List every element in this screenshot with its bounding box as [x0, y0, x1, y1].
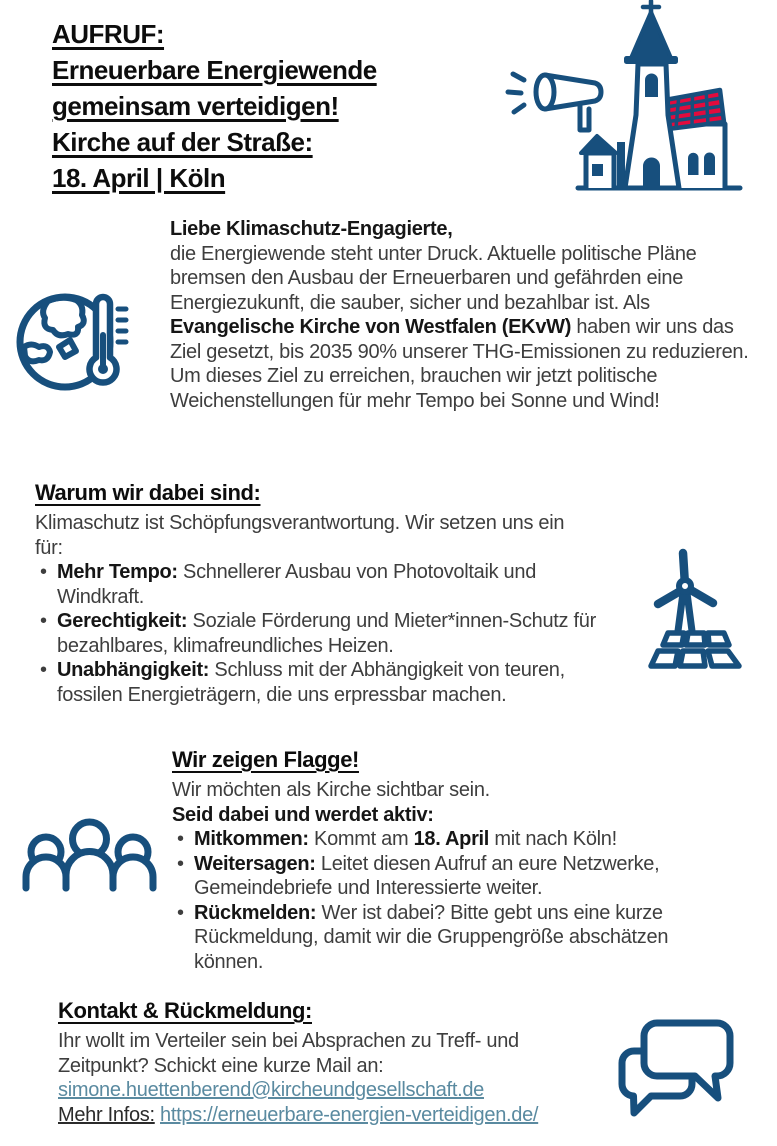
email-link[interactable]: simone.huettenberend@kircheundgesellschaft.de: [58, 1079, 484, 1101]
flag-line-1: Wir möchten als Kirche sichtbar sein.: [172, 779, 490, 801]
list-item: [35, 560, 597, 609]
contact-body: Ihr wollt im Verteiler sein bei Absprachen zu Treff- und Zeitpunkt? Schickt eine kurze Mail an:: [58, 1030, 519, 1077]
why-bullet-list: [35, 560, 597, 707]
list-item: [172, 827, 720, 852]
bullet-text: Schnellerer Ausbau von Photovoltaik und Windkraft.: [57, 561, 537, 608]
bullet-text: mit nach Köln!: [489, 828, 617, 850]
flag-section: [172, 745, 720, 974]
megaphone-and-church-with-solar-roof-icon: [488, 0, 777, 196]
bullet-text: Schluss mit der Abhängigkeit von teuren, fossilen Energieträgern, die uns erpressbar machen.: [57, 659, 565, 706]
contact-links: [58, 1078, 570, 1127]
megaphone-icon: [508, 74, 601, 130]
list-item: [35, 658, 597, 707]
why-heading: Warum wir dabei sind:: [35, 480, 261, 505]
bullet-lead: Gerechtigkeit:: [57, 610, 188, 632]
bullet-text: Soziale Förderung und Mieter*innen-Schutz für bezahlbares, klimafreundliches Heizen.: [57, 610, 596, 657]
bullet-text: Leitet diesen Aufruf an eure Netzwerke, Gemeindebriefe und Interessierte weiter.: [194, 852, 660, 899]
bullet-text: Wer ist dabei? Bitte gebt uns eine kurze Rückmeldung, damit wir die Gruppengröße abschätzen können.: [194, 901, 669, 973]
intro-section: [170, 217, 758, 413]
bullet-bold-date: 18. April: [413, 828, 490, 850]
why-intro: Klimaschutz ist Schöpfungsverantwortung. Wir setzen uns ein für:: [35, 512, 565, 559]
intro-bold-ekvw: Evangelische Kirche von Westfalen (EKvW): [170, 316, 572, 338]
more-info-label: Mehr Infos:: [58, 1103, 155, 1126]
bullet-text: Kommt am: [308, 828, 414, 850]
bullet-lead: Unabhängigkeit:: [57, 659, 210, 681]
intro-text: haben wir uns das Ziel gesetzt, bis 2035 90% unserer THG-Emissionen zu reduzieren. Um dieses Ziel zu erreichen, brauchen wir jetzt politische Weichenstellungen für mehr Tempo bei Sonne und Wind!: [170, 316, 749, 412]
intro-paragraph: [170, 242, 758, 414]
bullet-lead: Weitersagen:: [194, 852, 316, 875]
list-item: [172, 852, 720, 901]
bullet-lead: Rückmelden:: [194, 901, 317, 924]
flag-heading: Wir zeigen Flagge!: [172, 747, 359, 772]
chat-bubbles-icon: [613, 1009, 763, 1137]
website-link[interactable]: https://erneuerbare-energien-verteidigen.de/: [160, 1103, 539, 1126]
title-line: 18. April | Köln: [52, 163, 226, 193]
contact-heading: Kontakt & Rückmeldung:: [58, 998, 312, 1023]
bullet-lead: Mitkommen:: [194, 828, 309, 850]
salutation: Liebe Klimaschutz-Engagierte,: [170, 218, 453, 240]
contact-section: [58, 996, 570, 1127]
list-item: [35, 609, 597, 658]
why-section: [35, 478, 630, 707]
bullet-lead: Mehr Tempo:: [57, 561, 178, 583]
title-line: Kirche auf der Straße:: [52, 127, 313, 157]
title-line: Erneuerbare Energiewende: [52, 55, 377, 85]
title-line: AUFRUF:: [52, 19, 165, 49]
people-group-icon: [17, 816, 162, 892]
title-line: gemeinsam verteidigen!: [52, 91, 339, 121]
list-item: [172, 901, 720, 975]
flag-line-2: Seid dabei und werdet aktiv:: [172, 803, 434, 826]
flag-bullet-list: [172, 827, 720, 974]
globe-thermometer-icon: [14, 287, 136, 395]
wind-turbine-solar-field-icon: [627, 541, 772, 673]
intro-text: die Energiewende steht unter Druck. Aktuelle politische Pläne bremsen den Ausbau der Erneuerbaren und gefährden eine Energiezukunft, die sauber, sicher und bezahlbar ist. Als: [170, 242, 697, 314]
page-title: [52, 16, 377, 196]
